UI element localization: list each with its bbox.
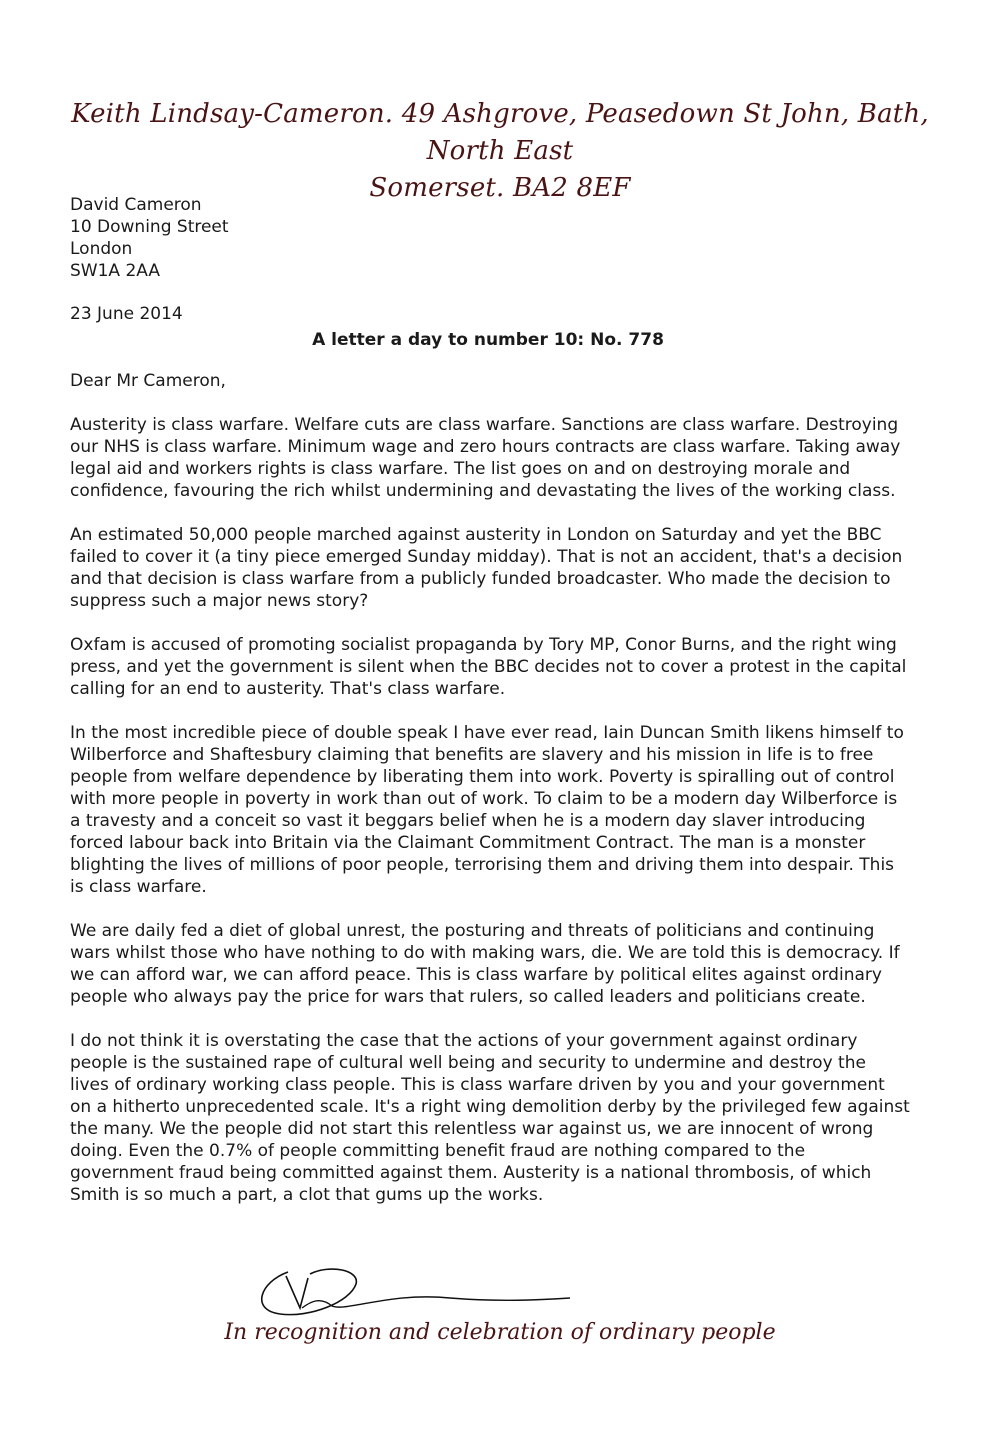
handwritten-signature <box>250 1262 580 1322</box>
body-paragraph: An estimated 50,000 people marched against austerity in London on Saturday and yet the BBC failed to cover it (a tiny piece emerged Sunday midday). That is not an accident, that's a decision and that decision is class warfare from a publicly funded broadcaster. Who made the decision to suppress such a major news story? <box>70 525 903 611</box>
letter-date: 23 June 2014 <box>70 304 183 324</box>
recipient-street: 10 Downing Street <box>70 217 229 237</box>
closing-signoff: In recognition and celebration of ordinary people <box>224 1320 776 1345</box>
sender-address-header <box>60 96 940 207</box>
body-paragraph: In the most incredible piece of double speak I have ever read, Iain Duncan Smith likens himself to Wilberforce and Shaftesbury claiming that benefits are slavery and his mission in life is to free people from welfare dependence by liberating them into work. Poverty is spiralling out of control with more people in poverty in work than out of work. To claim to be a modern day Wilberforce is a travesty and a conceit so vast it beggars belief when he is a modern day slaver introducing forced labour back into Britain via the Claimant Commitment Contract. The man is a monster blighting the lives of millions of poor people, terrorising them and driving them into despair. This is class warfare. <box>70 723 904 897</box>
recipient-city: London <box>70 239 133 259</box>
letter-body <box>70 414 910 1228</box>
recipient-postcode: SW1A 2AA <box>70 261 160 281</box>
body-paragraph: I do not think it is overstating the case that the actions of your government against ordinary people is the sustained rape of cultural well being and security to undermine and destroy the lives of ordinary working class people. This is class warfare driven by you and your government on a hitherto unprecedented scale. It's a right wing demolition derby by the privileged few against the many. We the people did not start this relentless war against us, we are innocent of wrong doing. Even the 0.7% of people committing benefit fraud are nothing compared to the government fraud being committed against them. Austerity is a national thrombosis, of which Smith is so much a part, a clot that gums up the works. <box>70 1031 910 1205</box>
letter-subject: A letter a day to number 10: No. 778 <box>312 330 664 350</box>
salutation: Dear Mr Cameron, <box>70 371 226 391</box>
recipient-address <box>70 194 229 282</box>
sender-address-line-2: Somerset. BA2 8EF <box>369 173 631 203</box>
body-paragraph: We are daily fed a diet of global unrest, the posturing and threats of politicians and continuing wars whilst those who have nothing to do with making wars, die. We are told this is democracy. If we can afford war, we can afford peace. This is class warfare by political elites against ordinary people who always pay the price for wars that rulers, so called leaders and politicians create. <box>70 921 900 1007</box>
recipient-name: David Cameron <box>70 195 202 215</box>
body-paragraph: Oxfam is accused of promoting socialist propaganda by Tory MP, Conor Burns, and the right wing press, and yet the government is silent when the BBC decides not to cover a protest in the capital calling for an end to austerity. That's class warfare. <box>70 635 907 699</box>
body-paragraph: Austerity is class warfare. Welfare cuts are class warfare. Sanctions are class warfare. Destroying our NHS is class warfare. Minimum wage and zero hours contracts are class warfare. Taking away legal aid and workers rights is class warfare. The list goes on and on destroying morale and confidence, favouring the rich whilst undermining and devastating the lives of the working class. <box>70 415 901 501</box>
sender-address-line-1: Keith Lindsay-Cameron. 49 Ashgrove, Peasedown St John, Bath, North East <box>71 99 929 166</box>
